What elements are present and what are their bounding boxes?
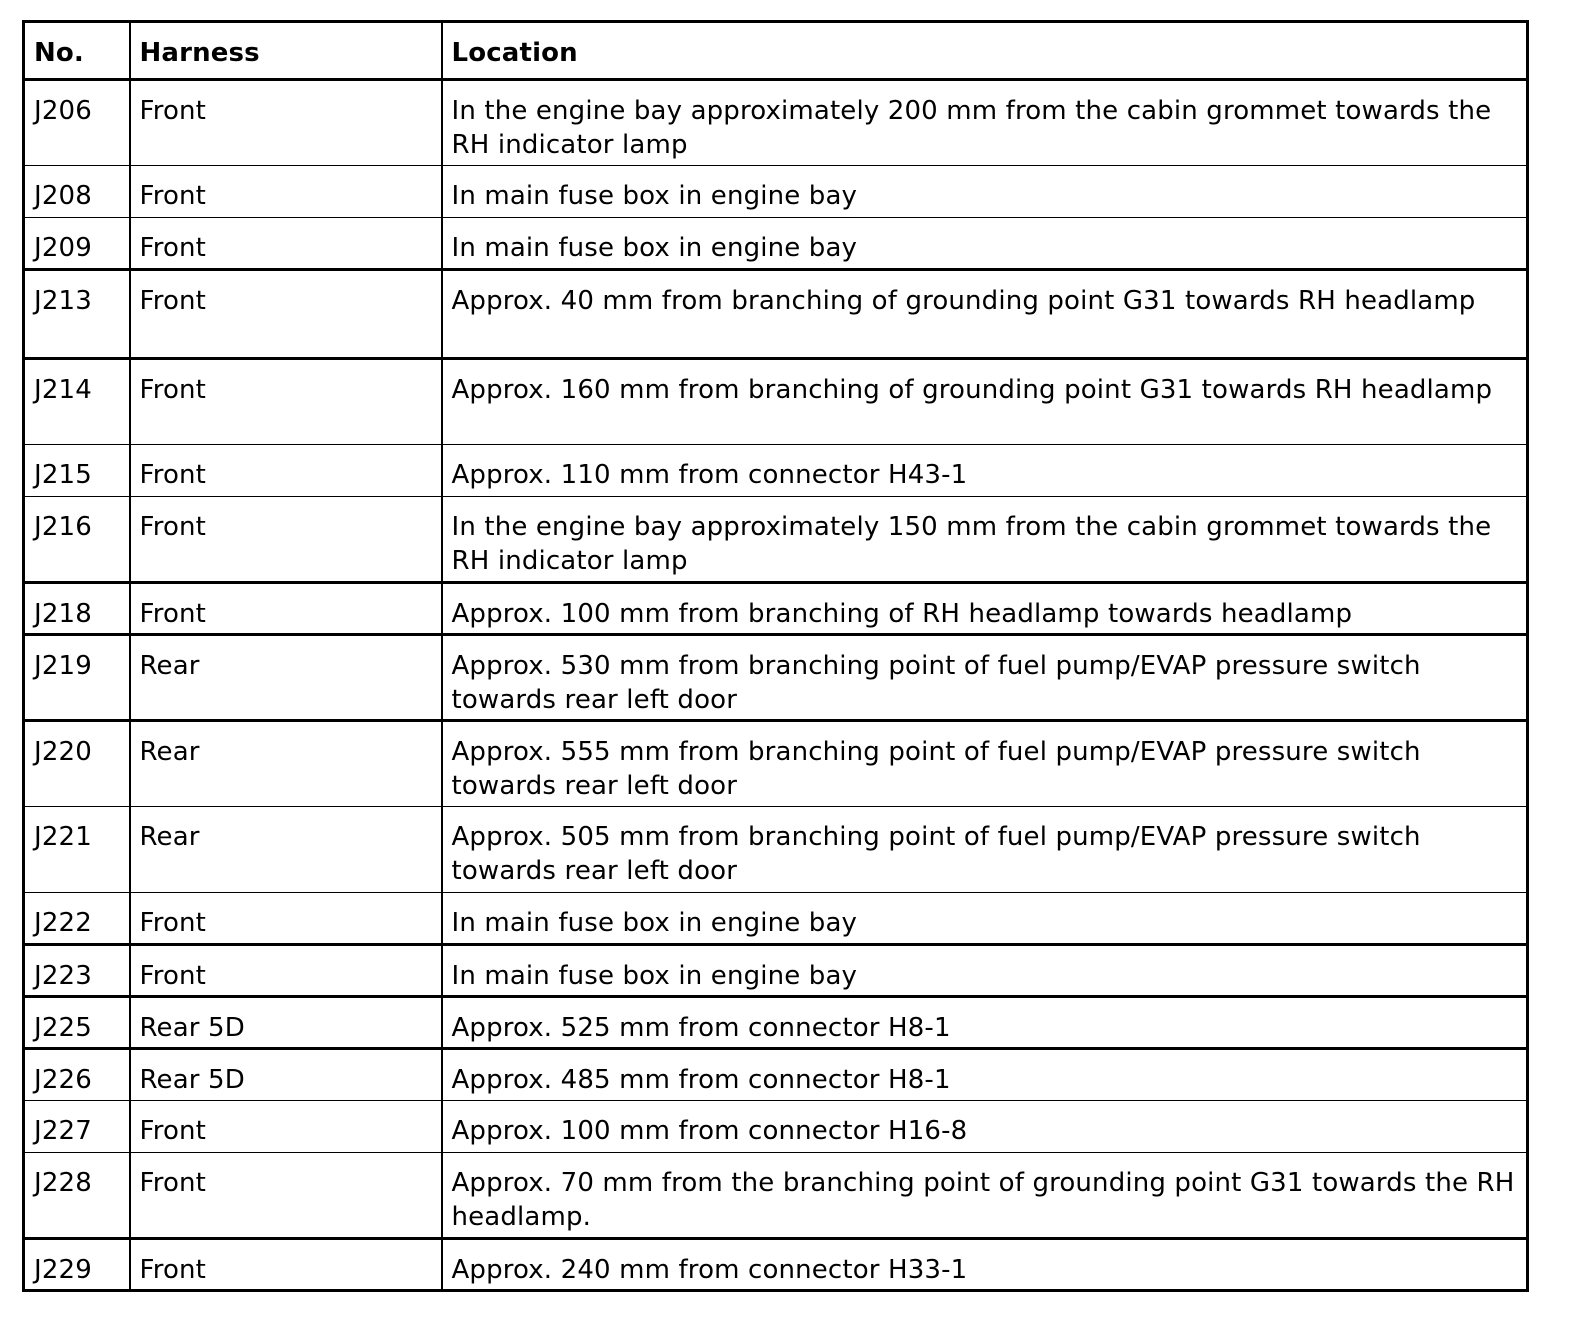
cell-no: J209 bbox=[24, 218, 130, 270]
cell-no: J225 bbox=[24, 997, 130, 1049]
table-row bbox=[24, 497, 1528, 583]
table-row bbox=[24, 1239, 1528, 1291]
cell-location: Approx. 485 mm from connector H8-1 bbox=[442, 1049, 1528, 1101]
cell-harness: Front bbox=[130, 893, 442, 945]
cell-location: Approx. 100 mm from branching of RH headlamp towards headlamp bbox=[442, 583, 1528, 635]
cell-harness: Front bbox=[130, 945, 442, 997]
cell-location: In main fuse box in engine bay bbox=[442, 893, 1528, 945]
cell-no: J214 bbox=[24, 359, 130, 445]
cell-harness: Rear 5D bbox=[130, 1049, 442, 1101]
cell-no: J220 bbox=[24, 721, 130, 807]
cell-location: In the engine bay approximately 200 mm from the cabin grommet towards the RH indicator lamp bbox=[442, 80, 1528, 166]
table-row bbox=[24, 166, 1528, 218]
cell-harness: Rear 5D bbox=[130, 997, 442, 1049]
cell-no: J219 bbox=[24, 635, 130, 721]
cell-no: J227 bbox=[24, 1101, 130, 1153]
table-row bbox=[24, 1049, 1528, 1101]
table-row bbox=[24, 1101, 1528, 1153]
cell-harness: Front bbox=[130, 1101, 442, 1153]
table-header-row bbox=[24, 22, 1528, 80]
cell-location: Approx. 100 mm from connector H16-8 bbox=[442, 1101, 1528, 1153]
table-row bbox=[24, 80, 1528, 166]
cell-location: Approx. 240 mm from connector H33-1 bbox=[442, 1239, 1528, 1291]
table-row bbox=[24, 270, 1528, 359]
cell-location: Approx. 530 mm from branching point of fuel pump/EVAP pressure switch towards rear left door bbox=[442, 635, 1528, 721]
table-row bbox=[24, 445, 1528, 497]
cell-harness: Rear bbox=[130, 635, 442, 721]
cell-no: J206 bbox=[24, 80, 130, 166]
cell-no: J229 bbox=[24, 1239, 130, 1291]
cell-harness: Front bbox=[130, 270, 442, 359]
cell-no: J213 bbox=[24, 270, 130, 359]
table-row bbox=[24, 583, 1528, 635]
cell-no: J215 bbox=[24, 445, 130, 497]
table-row bbox=[24, 893, 1528, 945]
cell-harness: Front bbox=[130, 1153, 442, 1239]
cell-location: In the engine bay approximately 150 mm from the cabin grommet towards the RH indicator lamp bbox=[442, 497, 1528, 583]
cell-harness: Rear bbox=[130, 721, 442, 807]
cell-no: J218 bbox=[24, 583, 130, 635]
table-row bbox=[24, 721, 1528, 807]
table-row bbox=[24, 635, 1528, 721]
cell-harness: Front bbox=[130, 445, 442, 497]
cell-no: J222 bbox=[24, 893, 130, 945]
cell-harness: Front bbox=[130, 80, 442, 166]
cell-harness: Front bbox=[130, 359, 442, 445]
cell-location: Approx. 70 mm from the branching point of grounding point G31 towards the RH headlamp. bbox=[442, 1153, 1528, 1239]
junction-location-table bbox=[22, 20, 1529, 1292]
cell-no: J221 bbox=[24, 807, 130, 893]
cell-location: Approx. 505 mm from branching point of fuel pump/EVAP pressure switch towards rear left door bbox=[442, 807, 1528, 893]
cell-no: J223 bbox=[24, 945, 130, 997]
cell-harness: Front bbox=[130, 218, 442, 270]
cell-location: Approx. 40 mm from branching of grounding point G31 towards RH headlamp bbox=[442, 270, 1528, 359]
cell-harness: Rear bbox=[130, 807, 442, 893]
header-location: Location bbox=[442, 22, 1528, 80]
cell-harness: Front bbox=[130, 166, 442, 218]
table-row bbox=[24, 945, 1528, 997]
cell-location: In main fuse box in engine bay bbox=[442, 218, 1528, 270]
cell-no: J228 bbox=[24, 1153, 130, 1239]
cell-harness: Front bbox=[130, 583, 442, 635]
cell-location: Approx. 110 mm from connector H43-1 bbox=[442, 445, 1528, 497]
cell-harness: Front bbox=[130, 497, 442, 583]
cell-location: Approx. 555 mm from branching point of fuel pump/EVAP pressure switch towards rear left door bbox=[442, 721, 1528, 807]
table-row bbox=[24, 218, 1528, 270]
cell-no: J216 bbox=[24, 497, 130, 583]
cell-harness: Front bbox=[130, 1239, 442, 1291]
table-row bbox=[24, 359, 1528, 445]
cell-no: J226 bbox=[24, 1049, 130, 1101]
cell-location: Approx. 525 mm from connector H8-1 bbox=[442, 997, 1528, 1049]
table-row bbox=[24, 997, 1528, 1049]
cell-location: In main fuse box in engine bay bbox=[442, 945, 1528, 997]
cell-location: Approx. 160 mm from branching of grounding point G31 towards RH headlamp bbox=[442, 359, 1528, 445]
table-row bbox=[24, 1153, 1528, 1239]
cell-no: J208 bbox=[24, 166, 130, 218]
cell-location: In main fuse box in engine bay bbox=[442, 166, 1528, 218]
header-no: No. bbox=[24, 22, 130, 80]
header-harness: Harness bbox=[130, 22, 442, 80]
table-row bbox=[24, 807, 1528, 893]
